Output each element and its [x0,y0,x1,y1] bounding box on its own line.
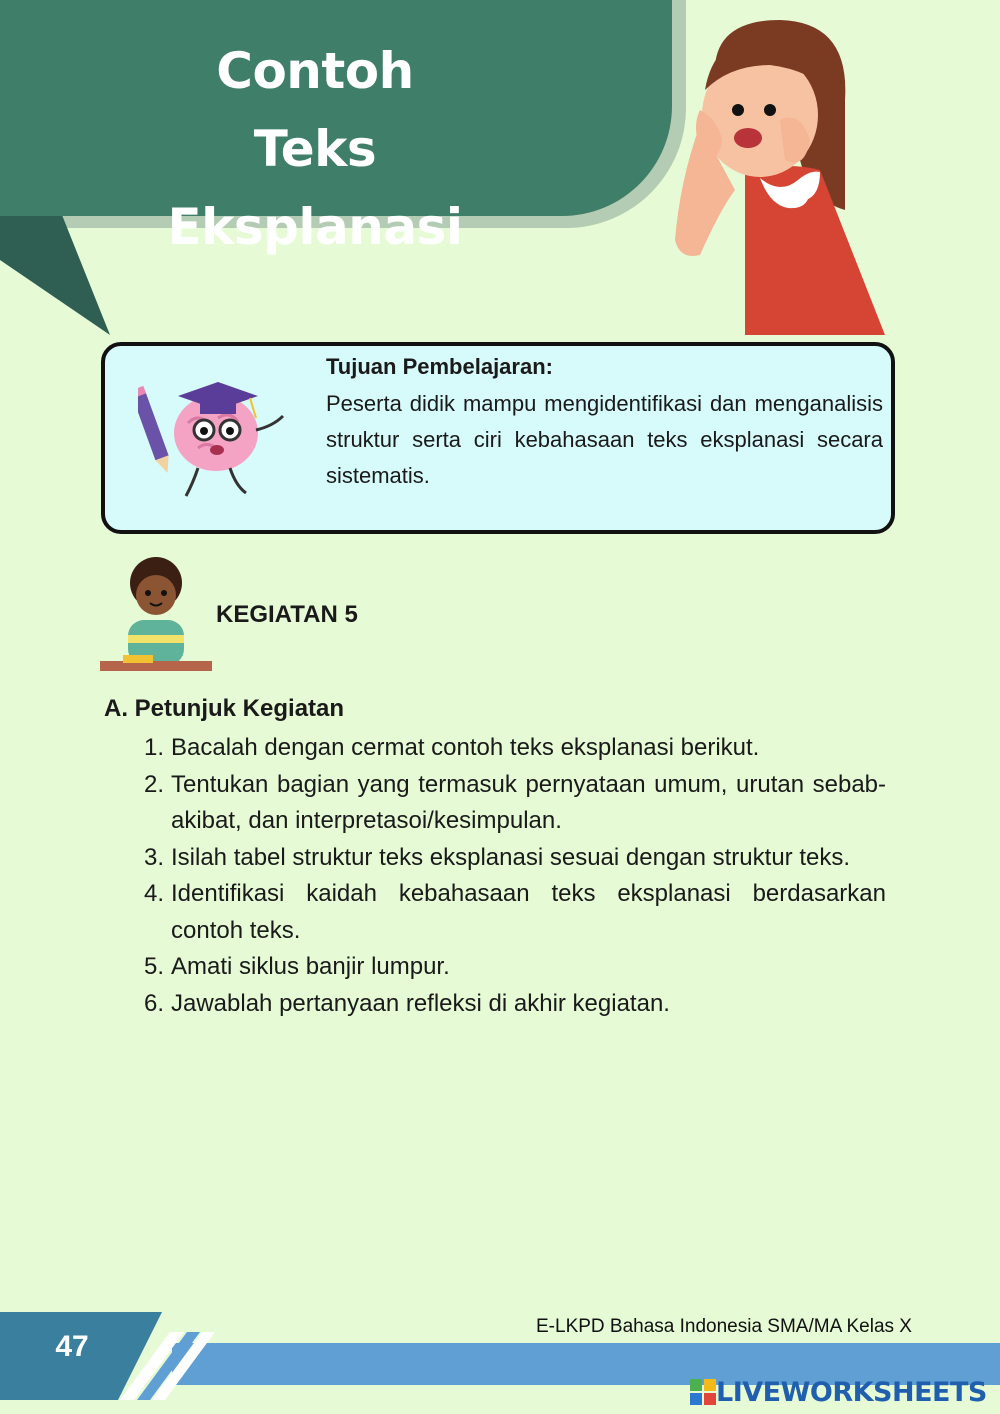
list-item: 2. Tentukan bagian yang termasuk pernyataan umum, urutan sebab-akibat, dan interpretasoi/kesimpulan. [144,770,886,834]
list-item: 5. Amati siklus banjir lumpur. [144,953,450,980]
studying-boy-illustration [98,555,214,677]
title-line-1: Contoh [216,42,414,100]
liveworksheets-logo[interactable] [690,1376,987,1408]
page-title [120,32,510,266]
title-line-2: Teks Eksplanasi [167,120,463,256]
list-item: 4. Identifikasi kaidah kebahasaan teks eksplanasi berdasarkan contoh teks. [144,880,886,944]
instruction-list [144,730,886,1022]
list-item: 3. Isilah tabel struktur teks eksplanasi sesuai dengan struktur teks. [144,843,851,871]
objective-title: Tujuan Pembelajaran: [326,354,553,379]
objective-text: Peserta didik mampu mengidentifikasi dan menganalisis struktur serta ciri kebahasaan teks eksplanasi secara sistematis. [326,391,883,488]
liveworksheets-icon [690,1379,716,1405]
shouting-girl-illustration [660,10,900,340]
activity-title: KEGIATAN 5 [216,601,358,628]
page-number: 47 [55,1330,89,1363]
book-title: E-LKPD Bahasa Indonesia SMA/MA Kelas X [536,1316,912,1337]
list-item: 1. Bacalah dengan cermat contoh teks eksplanasi berikut. [144,734,760,761]
section-heading: A. Petunjuk Kegiatan [104,695,345,722]
liveworksheets-wordmark: LIVEWORKSHEETS [716,1376,987,1408]
brain-mascot-illustration [138,378,288,503]
list-item: 6. Jawablah pertanyaan refleksi di akhir kegiatan. [144,989,670,1017]
speech-bubble-tail [0,210,120,340]
